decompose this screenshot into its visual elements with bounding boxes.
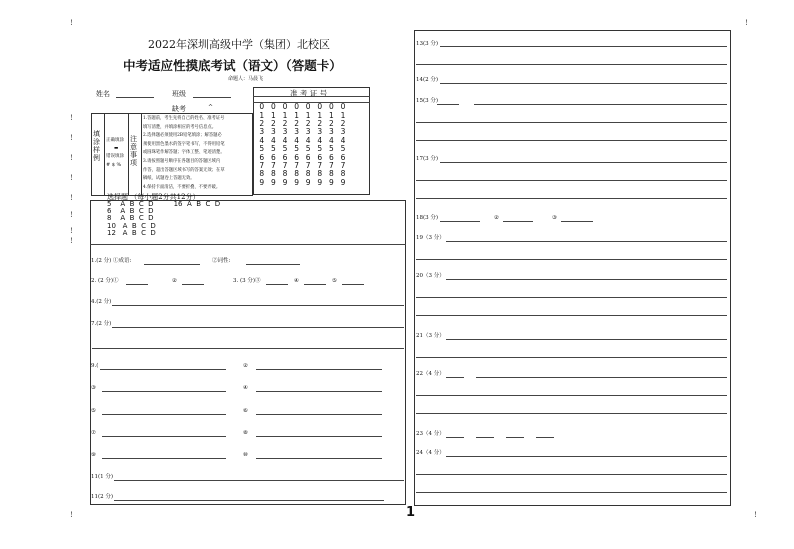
q21-label: 21（3 分） (416, 333, 445, 339)
q9j-line[interactable] (256, 458, 382, 459)
choice-row[interactable]: 5 A B C D 16 A B C D (107, 200, 221, 208)
exam-id-bubble[interactable]: 1 (294, 110, 299, 120)
q9g-line[interactable] (102, 436, 226, 437)
q19-line-2[interactable] (416, 259, 727, 260)
q22a-line[interactable] (446, 377, 464, 378)
exam-id-bubble[interactable]: 4 (340, 135, 346, 145)
name-line[interactable] (116, 97, 154, 98)
note-line: 2.选择题必须使用2B铅笔填涂；解答题必 (143, 133, 222, 139)
exam-id-bubble[interactable]: 7 (259, 160, 265, 170)
exam-id-bubble[interactable]: 1 (317, 110, 323, 120)
exam-id-bubble[interactable]: 6 (305, 152, 311, 162)
q9a-line[interactable] (100, 369, 226, 370)
corner-mark-bl: ! (70, 511, 73, 519)
note-line: 或圆珠笔作解答题；字体工整、笔迹清楚。 (143, 150, 225, 156)
q19-line[interactable] (446, 241, 727, 242)
q23a-line[interactable] (446, 437, 464, 438)
notes-list (143, 115, 225, 192)
exam-id-bubble[interactable]: 1 (282, 110, 288, 120)
q18-label: 18(3 分) (416, 215, 439, 221)
note-line: 作答，超出答题区域书写的答案无效；在草 (143, 167, 225, 173)
fill-example-label: 填涂样例 (93, 130, 100, 162)
exam-id-bubble[interactable]: 6 (340, 152, 346, 162)
q9d-label: ④ (243, 385, 248, 391)
exam-id-bubble[interactable]: 6 (259, 152, 265, 162)
exam-id-bubble[interactable]: 3 (259, 127, 265, 137)
q24-line[interactable] (446, 456, 727, 457)
q24-line-3[interactable] (416, 492, 727, 493)
q20-label: 20（3 分） (416, 273, 445, 279)
exam-id-bubble[interactable]: 6 (317, 152, 323, 162)
q18b-label: ② (494, 215, 499, 221)
q23b-line[interactable] (476, 437, 494, 438)
exam-id-bubble[interactable]: 1 (259, 110, 265, 120)
exam-id-bubble[interactable]: 9 (294, 177, 299, 187)
q15-label: 15(3 分) (416, 98, 439, 104)
q22-line-2[interactable] (416, 395, 727, 396)
q3c-line[interactable] (342, 284, 364, 285)
exam-id-bubble[interactable]: 4 (294, 135, 299, 145)
side-mark: ! (70, 194, 73, 202)
q1b-label: ②词性: (212, 258, 231, 264)
side-mark: ! (70, 237, 73, 245)
q19-label: 19（3 分） (416, 235, 445, 241)
q3b-line[interactable] (304, 284, 326, 285)
q17-line-2[interactable] (416, 180, 727, 181)
exam-id-bubble[interactable]: 0 (317, 102, 323, 112)
exam-id-bubble[interactable]: 2 (282, 118, 288, 128)
q22-line-3[interactable] (416, 413, 727, 414)
left-answer-frame (90, 200, 406, 505)
q23-label: 23（4 分） (416, 431, 445, 437)
q23d-line[interactable] (536, 437, 554, 438)
q2b-label: ② (172, 278, 177, 284)
q11b-label: 11(2 分) (91, 494, 114, 500)
exam-id-bubble[interactable]: 8 (294, 169, 299, 179)
exam-id-bubble[interactable]: 1 (305, 110, 311, 120)
exam-title: 中考适应性摸底考试（语文）（答题卡） (123, 58, 342, 73)
exam-id-bubble[interactable]: 8 (340, 169, 346, 179)
exam-id-bubble[interactable]: 2 (340, 118, 346, 128)
correct-fill-mark: ▬ (114, 146, 119, 151)
q18c-line[interactable] (561, 221, 593, 222)
exam-id-bubble[interactable]: 5 (294, 144, 299, 154)
exam-id-bubble[interactable]: 7 (305, 160, 311, 170)
exam-id-bubble[interactable]: 4 (328, 135, 334, 145)
q4-line[interactable] (112, 305, 404, 306)
q9a-label: 9.( (91, 363, 99, 369)
choice-row[interactable]: 12 A B C D (107, 228, 156, 237)
exam-id-bubble[interactable]: 5 (340, 144, 346, 154)
note-line: 填写清楚，并填涂相应的考号信息点。 (143, 124, 217, 130)
q9c-line[interactable] (102, 391, 226, 392)
exam-id-bubble[interactable]: 0 (294, 102, 299, 112)
q24-line-2[interactable] (416, 474, 727, 475)
right-answer-frame (414, 30, 731, 506)
choice-row[interactable]: 6 A B C D (107, 207, 154, 216)
exam-id-bubble[interactable]: 5 (328, 144, 334, 154)
exam-id-bubble[interactable]: 2 (305, 118, 311, 128)
exam-id-bubble[interactable]: 5 (305, 144, 311, 154)
q17-line-3[interactable] (416, 198, 727, 199)
q9d-line[interactable] (256, 391, 382, 392)
exam-id-bubble[interactable]: 9 (305, 177, 311, 187)
exam-id-bubble[interactable]: 7 (340, 160, 346, 170)
class-label: 班级 (172, 90, 186, 98)
exam-id-bubble[interactable]: 8 (328, 169, 334, 179)
q3b-label: ④ (294, 278, 299, 284)
q1-label: 1.(2 分) ①成语: (91, 258, 132, 264)
q23c-line[interactable] (506, 437, 524, 438)
exam-id-bubble[interactable]: 3 (282, 127, 288, 137)
school-title: 2022年深圳高级中学（集团）北校区 (148, 38, 330, 51)
exam-id-bubble[interactable]: 1 (328, 110, 334, 120)
q15a-line[interactable] (437, 104, 459, 105)
exam-id-bubble[interactable]: 2 (317, 118, 323, 128)
exam-id-bubble[interactable]: 0 (259, 102, 265, 112)
note-line: 1.答题前，考生先将自己的姓名、准考证号 (143, 116, 225, 121)
choice-rows[interactable] (107, 201, 220, 237)
exam-id-bubble[interactable]: 1 (271, 110, 276, 120)
exam-id-bubble[interactable]: 0 (328, 102, 334, 112)
q17-line[interactable] (440, 162, 727, 163)
q15-line[interactable] (474, 104, 727, 105)
choice-row[interactable]: 10 A B C D (107, 221, 156, 230)
q11b-line[interactable] (114, 500, 384, 501)
exam-id-bubble[interactable]: 3 (328, 127, 334, 137)
exam-id-bubble[interactable]: 9 (317, 177, 323, 187)
q9f-line[interactable] (256, 414, 382, 415)
name-label: 姓名 (96, 90, 110, 98)
wrong-fill-label: 错误填涂 (106, 154, 124, 159)
exam-id-bubble[interactable]: 6 (294, 152, 299, 162)
q18c-label: ③ (552, 215, 557, 221)
q7-line[interactable] (112, 327, 404, 328)
q3c-label: ⑤ (332, 278, 337, 284)
q18b-line[interactable] (503, 221, 533, 222)
exam-id-bubble[interactable]: 4 (317, 135, 323, 145)
q21-line[interactable] (446, 339, 727, 340)
q22-label: 22（4 分） (416, 371, 445, 377)
q9j-label: ⑩ (243, 452, 248, 458)
correct-fill-label: 正确填涂 (106, 138, 124, 143)
q1-answer-line[interactable] (144, 264, 200, 265)
exam-id-bubble[interactable]: 3 (317, 127, 323, 137)
absent-mark[interactable]: ^ (208, 104, 214, 111)
page-number: 1 (406, 505, 416, 520)
q2b-line[interactable] (182, 284, 204, 285)
side-mark: ! (70, 114, 73, 122)
exam-id-bubble[interactable]: 8 (271, 169, 276, 179)
exam-id-bubble[interactable]: 5 (317, 144, 323, 154)
q24-label: 24（4 分） (416, 450, 445, 456)
q17-label: 17(3 分) (416, 156, 439, 162)
side-mark: ! (70, 134, 73, 142)
exam-id-bubble[interactable]: 2 (294, 118, 299, 128)
q9b-label: ② (243, 363, 248, 369)
exam-id-bubble[interactable]: 4 (259, 135, 265, 145)
exam-id-bubble-grid[interactable] (256, 103, 349, 187)
exam-id-bubble[interactable]: 7 (317, 160, 323, 170)
q1b-answer-line[interactable] (246, 264, 300, 265)
exam-id-bubble[interactable]: 9 (259, 177, 265, 187)
side-mark: ! (70, 211, 73, 219)
q2-label: 2. (2 分)① (91, 278, 119, 284)
wrong-fill-example: # $ % (106, 162, 122, 168)
exam-id-bubble[interactable]: 2 (328, 118, 334, 128)
note-line: 稿纸、试题卷上答题无效。 (143, 176, 195, 182)
side-mark: ! (70, 154, 73, 162)
exam-id-bubble[interactable]: 0 (271, 102, 276, 112)
exam-id-bubble[interactable]: 8 (259, 169, 265, 179)
q7-label: 7.(2 分) (91, 321, 112, 327)
exam-id-bubble[interactable]: 6 (282, 152, 288, 162)
exam-id-bubble[interactable]: 2 (271, 118, 276, 128)
side-mark: ! (70, 227, 73, 235)
exam-id-bubble[interactable]: 2 (259, 118, 265, 128)
corner-mark-br: ! (754, 511, 757, 519)
q9c-label: ③ (91, 385, 96, 391)
note-line: 须使用黑色墨水的签字笔书写，不得用铅笔 (143, 141, 225, 147)
q9i-line[interactable] (102, 458, 226, 459)
q9i-label: ⑨ (91, 452, 96, 458)
q13-line-2[interactable] (416, 64, 727, 65)
absent-label: 缺考 (172, 105, 186, 113)
exam-id-bubble[interactable]: 0 (340, 102, 346, 112)
side-mark: ! (70, 174, 73, 182)
q11a-line[interactable] (114, 480, 404, 481)
q4-label: 4.(2 分) (91, 299, 112, 305)
exam-id-bubble[interactable]: 5 (282, 144, 288, 154)
exam-id-bubble[interactable]: 6 (328, 152, 334, 162)
q11a-label: 11(1 分) (91, 474, 114, 480)
note-line: 3.请按照题号顺序在各题目的答题区域内 (143, 158, 221, 164)
exam-id-bubble[interactable]: 9 (328, 177, 334, 187)
exam-id-bubble[interactable]: 8 (317, 169, 323, 179)
q22-line[interactable] (476, 377, 727, 378)
author-line: 命题人：马晨飞 (228, 76, 264, 82)
q21-line-2[interactable] (416, 357, 727, 358)
q9h-label: ⑧ (243, 430, 248, 436)
q13-label: 13(3 分) (416, 41, 439, 47)
q20-line-3[interactable] (416, 315, 727, 316)
notes-label: 注意事项 (130, 135, 137, 167)
exam-id-bubble[interactable]: 3 (340, 127, 346, 137)
q9e-line[interactable] (102, 414, 226, 415)
q13-line[interactable] (440, 46, 727, 47)
class-line[interactable] (193, 97, 231, 98)
choice-title: 选择题 （每小题2分共12分） (107, 193, 200, 201)
exam-id-bubble[interactable]: 9 (282, 177, 288, 187)
exam-id-bubble[interactable]: 4 (271, 135, 276, 145)
q9f-label: ⑥ (243, 408, 248, 414)
q9h-line[interactable] (256, 436, 382, 437)
exam-id-label: 准 考 证 号 (290, 89, 328, 98)
exam-id-bubble[interactable]: 8 (305, 169, 311, 179)
corner-mark-tl: ! (70, 19, 73, 27)
exam-id-bubble[interactable]: 7 (271, 160, 276, 170)
q9e-label: ⑤ (91, 408, 96, 414)
exam-id-bubble[interactable]: 5 (271, 144, 276, 154)
q20-line[interactable] (446, 279, 727, 280)
q15-line-3[interactable] (416, 140, 727, 141)
exam-id-bubble[interactable]: 4 (282, 135, 288, 145)
exam-id-bubble[interactable]: 3 (271, 127, 276, 137)
choice-row[interactable]: 8 A B C D (107, 214, 154, 223)
exam-id-bubble[interactable]: 4 (305, 135, 311, 145)
exam-id-bubble[interactable]: 7 (282, 160, 288, 170)
exam-id-bubble[interactable]: 6 (271, 152, 276, 162)
q9g-label: ⑦ (91, 430, 96, 436)
exam-id-bubble[interactable]: 7 (294, 160, 299, 170)
exam-id-bubble[interactable]: 9 (340, 177, 346, 187)
exam-id-bubble[interactable]: 0 (305, 102, 311, 112)
q18a-line[interactable] (440, 221, 480, 222)
exam-id-bubble[interactable]: 7 (328, 160, 334, 170)
note-line: 4.保持卡面清洁，不要折叠、不要弄破。 (143, 184, 221, 190)
q14-label: 14(2 分) (416, 77, 439, 83)
exam-id-bubble[interactable]: 1 (340, 110, 346, 120)
q2a-line[interactable] (126, 284, 148, 285)
exam-id-bubble[interactable]: 5 (259, 144, 265, 154)
q14-line[interactable] (440, 83, 727, 84)
corner-mark-tr: ! (745, 19, 748, 27)
exam-id-bubble[interactable]: 8 (282, 169, 288, 179)
q15-line-2[interactable] (416, 122, 727, 123)
exam-id-bubble[interactable]: 0 (282, 102, 288, 112)
exam-id-bubble[interactable]: 3 (305, 127, 311, 137)
q3a-line[interactable] (266, 284, 288, 285)
q20-line-2[interactable] (416, 297, 727, 298)
exam-id-bubble[interactable]: 3 (294, 127, 299, 137)
q9b-line[interactable] (256, 369, 382, 370)
q7-line-2[interactable] (92, 348, 404, 349)
exam-id-bubble[interactable]: 9 (271, 177, 276, 187)
q3-label: 3. (3 分)③ (233, 278, 261, 284)
